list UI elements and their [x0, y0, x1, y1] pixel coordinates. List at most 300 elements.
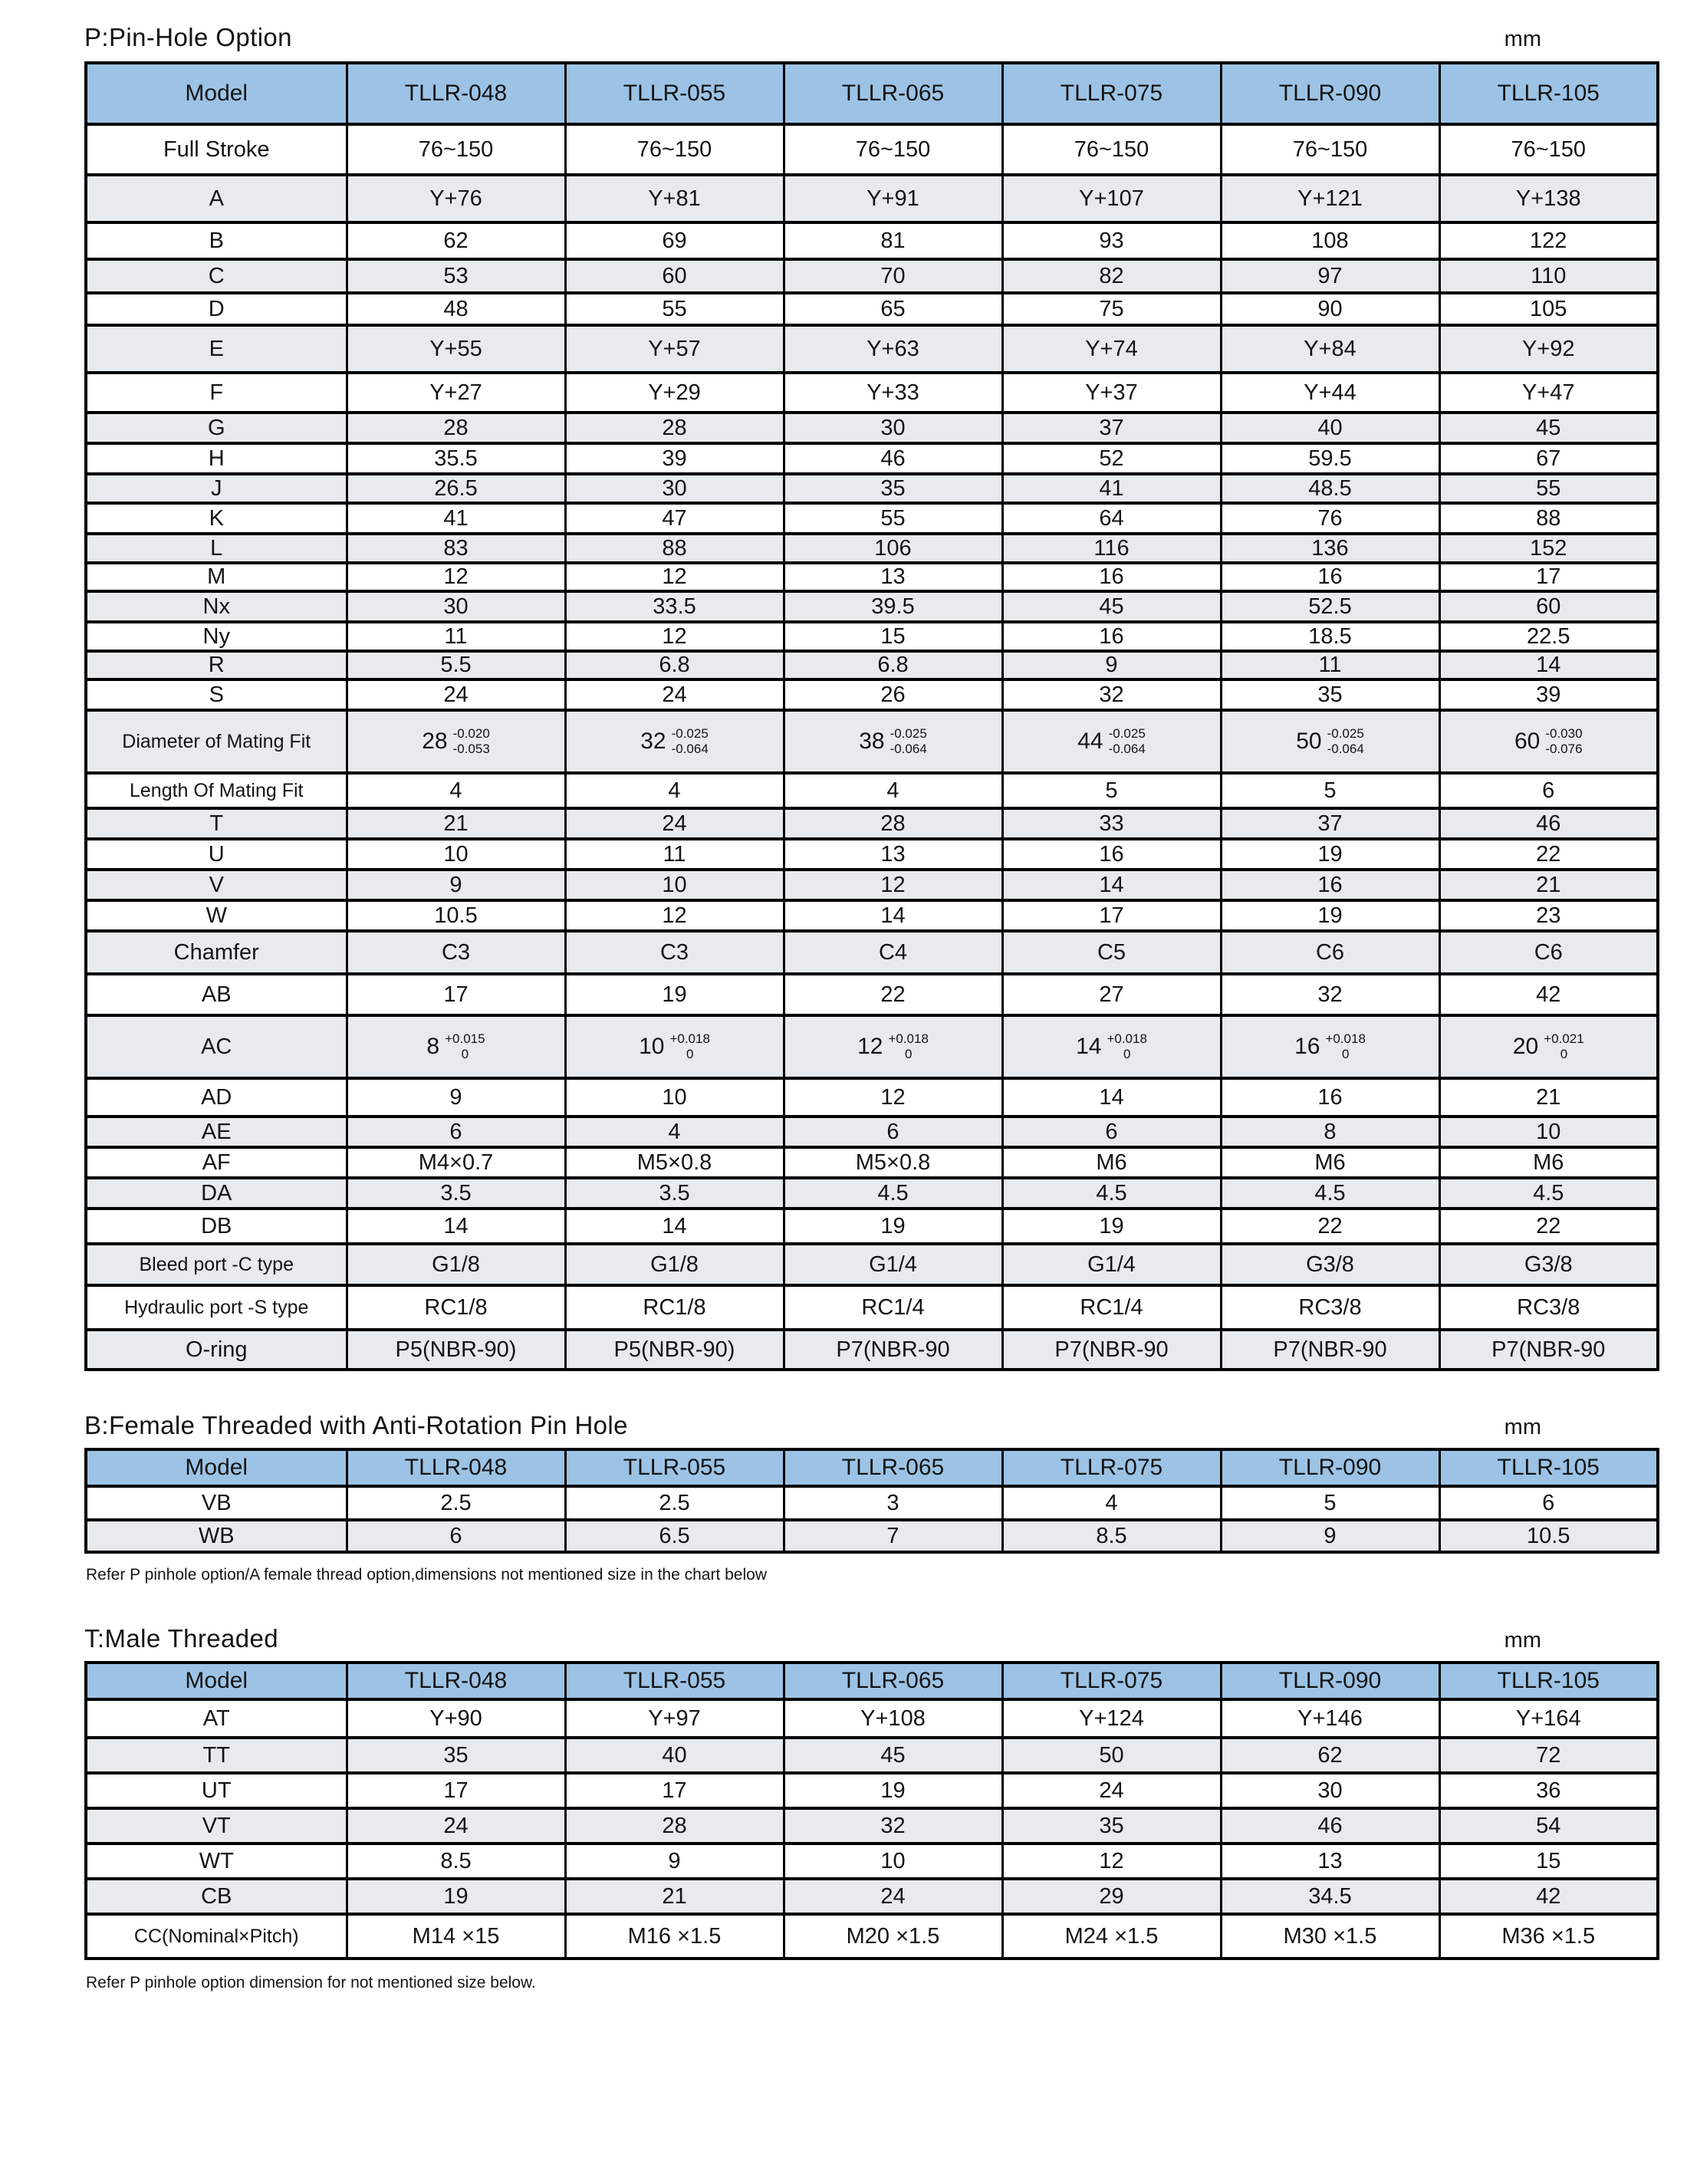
column-header: TLLR-048 — [347, 63, 565, 124]
tolerance-upper: -0.025 — [890, 725, 927, 741]
row-label: D — [86, 293, 347, 325]
tolerance-lower: -0.064 — [1108, 742, 1146, 756]
cell: 16 — [1221, 563, 1439, 591]
cell: 4 — [347, 773, 565, 808]
cell: 14 — [1002, 1078, 1221, 1117]
table-row — [86, 325, 1658, 373]
cell: G1/8 — [565, 1244, 784, 1285]
cell: 116 — [1002, 534, 1221, 563]
cell — [1002, 710, 1221, 773]
cell: M6 — [1439, 1147, 1658, 1178]
cell: 152 — [1439, 534, 1658, 563]
cell: 97 — [1221, 259, 1439, 293]
table-row — [86, 1879, 1658, 1914]
tolerance-value — [859, 726, 927, 758]
table-row — [86, 259, 1658, 293]
cell: 6.8 — [565, 651, 784, 679]
cell: 52.5 — [1221, 591, 1439, 622]
cell: 48 — [347, 293, 565, 325]
cell: 21 — [347, 808, 565, 839]
cell: 110 — [1439, 259, 1658, 293]
table-row — [86, 1914, 1658, 1959]
cell: 22 — [1439, 1209, 1658, 1244]
table-row — [86, 679, 1658, 710]
cell: 10 — [565, 1078, 784, 1117]
cell: 12 — [1002, 1844, 1221, 1879]
table-row — [86, 222, 1658, 259]
cell: 17 — [565, 1773, 784, 1808]
cell: 33.5 — [565, 591, 784, 622]
cell: 17 — [1002, 900, 1221, 931]
cell: 88 — [1439, 503, 1658, 534]
cell: 12 — [565, 900, 784, 931]
table-row — [86, 1699, 1658, 1738]
tolerance-value — [422, 726, 490, 758]
cell: 30 — [1221, 1773, 1439, 1808]
cell: 14 — [565, 1209, 784, 1244]
cell: G3/8 — [1221, 1244, 1439, 1285]
cell: M20 ×1.5 — [784, 1914, 1002, 1959]
cell: 55 — [565, 293, 784, 325]
cell: 19 — [1002, 1209, 1221, 1244]
table-row — [86, 1117, 1658, 1147]
cell — [1002, 1015, 1221, 1078]
cell: RC1/8 — [565, 1285, 784, 1330]
tolerance-lower: 0 — [904, 1047, 913, 1061]
cell: 10 — [784, 1844, 1002, 1879]
cell: 67 — [1439, 443, 1658, 474]
row-label: Full Stroke — [86, 124, 347, 175]
cell: Y+84 — [1221, 325, 1439, 373]
table-row — [86, 474, 1658, 503]
cell: 33 — [1002, 808, 1221, 839]
cell: P5(NBR-90) — [565, 1330, 784, 1370]
tolerance-base: 50 — [1296, 729, 1322, 754]
cell: 10.5 — [1439, 1520, 1658, 1552]
cell: C3 — [565, 931, 784, 974]
cell: 37 — [1221, 808, 1439, 839]
row-label: DA — [86, 1178, 347, 1209]
cell: RC1/4 — [1002, 1285, 1221, 1330]
row-label: WB — [86, 1520, 347, 1552]
cell: 17 — [347, 974, 565, 1015]
model-header: Model — [86, 63, 347, 124]
tolerance-base: 14 — [1076, 1034, 1102, 1059]
row-label: Diameter of Mating Fit — [86, 710, 347, 773]
cell — [1221, 1015, 1439, 1078]
cell: 65 — [784, 293, 1002, 325]
cell: 62 — [1221, 1738, 1439, 1773]
table-row — [86, 1178, 1658, 1209]
cell: Y+121 — [1221, 175, 1439, 222]
cell: 72 — [1439, 1738, 1658, 1773]
tolerance-lower: 0 — [1123, 1047, 1131, 1061]
cell: Y+44 — [1221, 373, 1439, 413]
cell: M6 — [1221, 1147, 1439, 1178]
table-row — [86, 413, 1658, 443]
tolerance-base: 12 — [857, 1034, 883, 1059]
row-label: A — [86, 175, 347, 222]
cell: 40 — [1221, 413, 1439, 443]
column-header: TLLR-090 — [1221, 1663, 1439, 1699]
cell: 30 — [565, 474, 784, 503]
table-row — [86, 503, 1658, 534]
cell: 29 — [1002, 1879, 1221, 1914]
table-row — [86, 622, 1658, 651]
cell: 9 — [565, 1844, 784, 1879]
unit-label: mm — [1504, 27, 1541, 51]
row-label: Hydraulic port -S type — [86, 1285, 347, 1330]
cell: 22.5 — [1439, 622, 1658, 651]
cell: 76~150 — [565, 124, 784, 175]
table-row — [86, 870, 1658, 900]
cell: 90 — [1221, 293, 1439, 325]
cell: C6 — [1221, 931, 1439, 974]
cell: 19 — [784, 1209, 1002, 1244]
section-title-female-threaded: B:Female Threaded with Anti-Rotation Pin Hole — [84, 1411, 628, 1439]
cell: 5 — [1002, 773, 1221, 808]
cell: 12 — [565, 563, 784, 591]
tolerance-base: 10 — [639, 1034, 665, 1059]
cell: P5(NBR-90) — [347, 1330, 565, 1370]
cell: Y+81 — [565, 175, 784, 222]
cell: Y+29 — [565, 373, 784, 413]
row-label: S — [86, 679, 347, 710]
tolerance-stack — [888, 1031, 928, 1063]
table-row — [86, 534, 1658, 563]
unit-label: mm — [1504, 1628, 1541, 1653]
tolerance-base: 16 — [1294, 1034, 1320, 1059]
pinhole-spec-table — [84, 61, 1659, 1371]
cell: 45 — [1002, 591, 1221, 622]
cell: 35 — [1221, 679, 1439, 710]
row-label: Nx — [86, 591, 347, 622]
model-header: Model — [86, 1449, 347, 1486]
table-row — [86, 1520, 1658, 1552]
cell — [784, 1015, 1002, 1078]
cell: 2.5 — [347, 1486, 565, 1520]
table-row — [86, 1285, 1658, 1330]
cell: 26 — [784, 679, 1002, 710]
section-female-threaded — [84, 1411, 1656, 1584]
row-label: DB — [86, 1209, 347, 1244]
cell: 9 — [1221, 1520, 1439, 1552]
cell: P7(NBR-90 — [1221, 1330, 1439, 1370]
tolerance-value — [1513, 1031, 1584, 1063]
cell: 136 — [1221, 534, 1439, 563]
cell: C4 — [784, 931, 1002, 974]
column-header: TLLR-065 — [784, 1663, 1002, 1699]
cell: G3/8 — [1439, 1244, 1658, 1285]
female-threaded-note: Refer P pinhole option/A female thread option,dimensions not mentioned size in the chart below — [86, 1566, 767, 1584]
cell: 70 — [784, 259, 1002, 293]
table-row — [86, 563, 1658, 591]
cell: RC1/4 — [784, 1285, 1002, 1330]
row-label: Chamfer — [86, 931, 347, 974]
tolerance-base: 44 — [1077, 729, 1103, 754]
row-label: CC(Nominal×Pitch) — [86, 1914, 347, 1959]
column-header: TLLR-105 — [1439, 1663, 1658, 1699]
cell: 32 — [1002, 679, 1221, 710]
cell: 12 — [565, 622, 784, 651]
section-pinhole-option — [84, 23, 1656, 1371]
cell: 40 — [565, 1738, 784, 1773]
cell: M5×0.8 — [784, 1147, 1002, 1178]
cell: 50 — [1002, 1738, 1221, 1773]
cell: 37 — [1002, 413, 1221, 443]
cell — [347, 1015, 565, 1078]
cell: 108 — [1221, 222, 1439, 259]
cell: 16 — [1221, 870, 1439, 900]
cell: 55 — [1439, 474, 1658, 503]
cell: 45 — [784, 1738, 1002, 1773]
cell: 53 — [347, 259, 565, 293]
table-row — [86, 900, 1658, 931]
cell: 83 — [347, 534, 565, 563]
cell: G1/4 — [1002, 1244, 1221, 1285]
cell: 5 — [1221, 773, 1439, 808]
tolerance-stack — [1545, 726, 1582, 758]
cell: M30 ×1.5 — [1221, 1914, 1439, 1959]
cell: 3.5 — [565, 1178, 784, 1209]
cell: 82 — [1002, 259, 1221, 293]
cell: 6 — [784, 1117, 1002, 1147]
row-label: Ny — [86, 622, 347, 651]
table-row — [86, 808, 1658, 839]
tolerance-upper: -0.020 — [452, 725, 490, 741]
table-row — [86, 1209, 1658, 1244]
cell: 14 — [1439, 651, 1658, 679]
tolerance-base: 32 — [640, 729, 666, 754]
cell: 76~150 — [347, 124, 565, 175]
cell: 55 — [784, 503, 1002, 534]
cell: 10.5 — [347, 900, 565, 931]
row-label: VT — [86, 1808, 347, 1844]
header-row — [86, 1449, 1658, 1486]
tolerance-lower: -0.064 — [890, 742, 927, 756]
tolerance-stack — [1107, 1031, 1146, 1063]
row-label: AB — [86, 974, 347, 1015]
row-label: G — [86, 413, 347, 443]
row-label: O-ring — [86, 1330, 347, 1370]
table-row — [86, 773, 1658, 808]
cell: 13 — [784, 563, 1002, 591]
cell: 36 — [1439, 1773, 1658, 1808]
tolerance-stack — [1327, 726, 1364, 758]
male-threaded-spec-table — [84, 1661, 1659, 1960]
cell: 11 — [347, 622, 565, 651]
cell: M36 ×1.5 — [1439, 1914, 1658, 1959]
cell: 9 — [347, 870, 565, 900]
cell: 8.5 — [1002, 1520, 1221, 1552]
cell: P7(NBR-90 — [1439, 1330, 1658, 1370]
cell: 62 — [347, 222, 565, 259]
cell: 45 — [1439, 413, 1658, 443]
cell: Y+138 — [1439, 175, 1658, 222]
tolerance-lower: -0.053 — [452, 742, 490, 756]
row-label: AE — [86, 1117, 347, 1147]
tolerance-upper: +0.018 — [1325, 1031, 1366, 1046]
cell: 28 — [565, 413, 784, 443]
cell: 13 — [784, 839, 1002, 870]
cell: Y+164 — [1439, 1699, 1658, 1738]
column-header: TLLR-065 — [784, 1449, 1002, 1486]
row-label: U — [86, 839, 347, 870]
cell: 5.5 — [347, 651, 565, 679]
cell: 5 — [1221, 1486, 1439, 1520]
cell: 4.5 — [1221, 1178, 1439, 1209]
cell: 4.5 — [1002, 1178, 1221, 1209]
cell: Y+91 — [784, 175, 1002, 222]
tolerance-lower: 0 — [1560, 1047, 1568, 1061]
tolerance-upper: -0.030 — [1545, 725, 1583, 741]
cell: Y+27 — [347, 373, 565, 413]
tolerance-stack — [1544, 1031, 1583, 1063]
section-female-titlebar — [84, 1411, 1656, 1440]
column-header: TLLR-065 — [784, 63, 1002, 124]
table-row — [86, 1773, 1658, 1808]
unit-label: mm — [1504, 1415, 1541, 1439]
cell: 24 — [347, 679, 565, 710]
tolerance-stack — [672, 726, 709, 758]
cell: 15 — [1439, 1844, 1658, 1879]
row-label: C — [86, 259, 347, 293]
cell: 6 — [1439, 773, 1658, 808]
tolerance-value — [1296, 726, 1364, 758]
tolerance-stack — [445, 1031, 485, 1063]
cell: 16 — [1002, 839, 1221, 870]
cell: M5×0.8 — [565, 1147, 784, 1178]
cell: Y+33 — [784, 373, 1002, 413]
row-label: UT — [86, 1773, 347, 1808]
cell: M14 ×15 — [347, 1914, 565, 1959]
column-header: TLLR-048 — [347, 1449, 565, 1486]
cell: RC1/8 — [347, 1285, 565, 1330]
cell: 32 — [1221, 974, 1439, 1015]
table-row — [86, 1244, 1658, 1285]
cell — [565, 710, 784, 773]
cell: Y+55 — [347, 325, 565, 373]
cell: 27 — [1002, 974, 1221, 1015]
tolerance-value — [1076, 1031, 1147, 1063]
tolerance-value — [639, 1031, 710, 1063]
female-threaded-spec-table — [84, 1448, 1659, 1554]
tolerance-base: 60 — [1514, 729, 1541, 754]
column-header: TLLR-048 — [347, 1663, 565, 1699]
cell: 6 — [1439, 1486, 1658, 1520]
tolerance-base: 28 — [422, 729, 448, 754]
cell: 22 — [1439, 839, 1658, 870]
table-row — [86, 1147, 1658, 1178]
table-row — [86, 1808, 1658, 1844]
cell: 39.5 — [784, 591, 1002, 622]
cell: 19 — [1221, 900, 1439, 931]
cell: M4×0.7 — [347, 1147, 565, 1178]
cell: Y+92 — [1439, 325, 1658, 373]
tolerance-lower: -0.076 — [1545, 742, 1583, 756]
cell: 17 — [347, 1773, 565, 1808]
cell: 6.8 — [784, 651, 1002, 679]
cell: 39 — [1439, 679, 1658, 710]
row-label: B — [86, 222, 347, 259]
tolerance-value — [426, 1031, 485, 1063]
cell: 46 — [784, 443, 1002, 474]
cell: G1/8 — [347, 1244, 565, 1285]
cell: 24 — [784, 1879, 1002, 1914]
row-label: E — [86, 325, 347, 373]
cell: 35.5 — [347, 443, 565, 474]
tolerance-upper: +0.018 — [669, 1031, 710, 1046]
cell: Y+97 — [565, 1699, 784, 1738]
row-label: H — [86, 443, 347, 474]
row-label: F — [86, 373, 347, 413]
column-header: TLLR-105 — [1439, 63, 1658, 124]
tolerance-value — [1514, 726, 1583, 758]
row-label: Length Of Mating Fit — [86, 773, 347, 808]
cell: C6 — [1439, 931, 1658, 974]
cell: 16 — [1221, 1078, 1439, 1117]
tolerance-value — [640, 726, 709, 758]
cell: 59.5 — [1221, 443, 1439, 474]
cell: 76~150 — [784, 124, 1002, 175]
cell — [347, 710, 565, 773]
cell: 14 — [784, 900, 1002, 931]
cell: 52 — [1002, 443, 1221, 474]
cell: 14 — [1002, 870, 1221, 900]
tolerance-lower: -0.064 — [1327, 742, 1364, 756]
table-row — [86, 1486, 1658, 1520]
cell: 30 — [784, 413, 1002, 443]
tolerance-value — [1077, 726, 1146, 758]
cell: M16 ×1.5 — [565, 1914, 784, 1959]
cell: Y+107 — [1002, 175, 1221, 222]
row-label: CB — [86, 1879, 347, 1914]
cell: 10 — [565, 870, 784, 900]
cell — [784, 710, 1002, 773]
cell: 12 — [784, 870, 1002, 900]
cell: Y+37 — [1002, 373, 1221, 413]
cell: P7(NBR-90 — [784, 1330, 1002, 1370]
tolerance-value — [857, 1031, 929, 1063]
tolerance-upper: +0.015 — [445, 1031, 485, 1046]
cell: 42 — [1439, 974, 1658, 1015]
cell: 93 — [1002, 222, 1221, 259]
column-header: TLLR-055 — [565, 1663, 784, 1699]
tolerance-lower: 0 — [1341, 1047, 1350, 1061]
cell: 22 — [784, 974, 1002, 1015]
cell: 76~150 — [1221, 124, 1439, 175]
cell: 39 — [565, 443, 784, 474]
cell: 4.5 — [1439, 1178, 1658, 1209]
cell: 46 — [1221, 1808, 1439, 1844]
cell: 60 — [565, 259, 784, 293]
cell: Y+108 — [784, 1699, 1002, 1738]
page-title: P:Pin-Hole Option — [84, 23, 292, 51]
cell: 19 — [784, 1773, 1002, 1808]
cell: M24 ×1.5 — [1002, 1914, 1221, 1959]
cell: 4.5 — [784, 1178, 1002, 1209]
cell: 54 — [1439, 1808, 1658, 1844]
cell: 28 — [784, 808, 1002, 839]
cell — [1221, 710, 1439, 773]
cell: G1/4 — [784, 1244, 1002, 1285]
cell: Y+124 — [1002, 1699, 1221, 1738]
tolerance-lower: 0 — [461, 1047, 469, 1061]
row-label: L — [86, 534, 347, 563]
cell: 69 — [565, 222, 784, 259]
cell — [1439, 710, 1658, 773]
row-label: T — [86, 808, 347, 839]
